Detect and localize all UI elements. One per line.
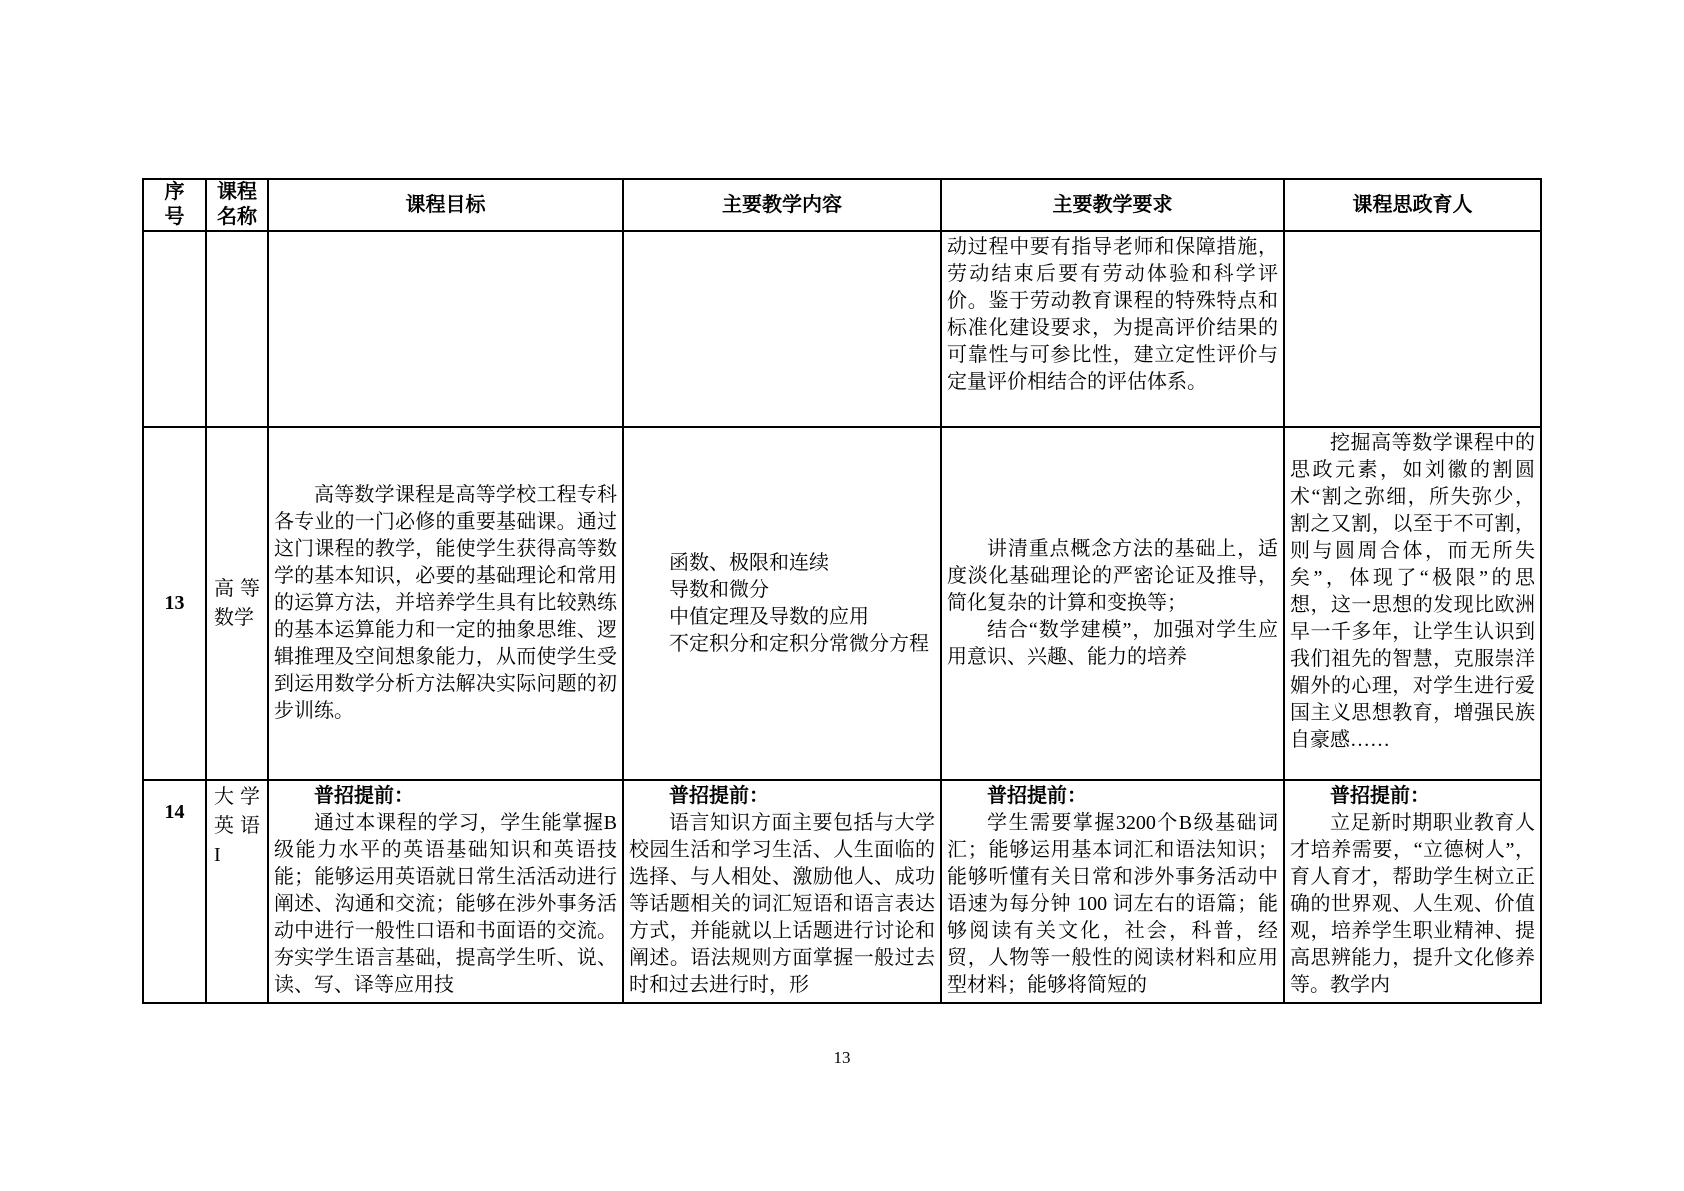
header-col-objectives bbox=[268, 179, 623, 231]
row14-section-label: 普招提前： bbox=[669, 785, 769, 807]
row14-objectives-text: 通过本课程的学习，学生能掌握B级能力水平的英语基础知识和英语技能；能够运用英语就日常生活活动进行阐述、沟通和交流；能够在涉外事务活动中进行一般性口语和书面语的交流。夯实学生语言基础，提高学生听、说、读、写、译等应用技 bbox=[274, 812, 617, 996]
row13-content-line: 导数和微分 bbox=[669, 578, 769, 601]
cell-r13-objectives bbox=[268, 427, 623, 780]
row14-requirements-text: 学生需要掌握3200个B级基础词汇；能够运用基本词汇和语法知识；能够听懂有关日常和涉外事务活动中语速为每分钟 100 词左右的语篇；能够阅读有关文化，社会，科普，经贸，人物等一般性的阅读材料和应用型材料；能够将简短的 bbox=[947, 812, 1278, 996]
cell-prev-ideology bbox=[1284, 231, 1541, 427]
row13-content-line: 中值定理及导数的应用 bbox=[669, 605, 869, 628]
cell-prev-requirements bbox=[941, 231, 1284, 427]
table-row-14 bbox=[143, 780, 1541, 1003]
row13-content-line: 不定积分和定积分常微分方程 bbox=[669, 632, 929, 655]
header-col-requirements bbox=[941, 179, 1284, 231]
table-row-continuation bbox=[143, 231, 1541, 427]
cell-r14-requirements bbox=[941, 780, 1284, 1003]
row13-requirements-paragraph: 讲清重点概念方法的基础上，适度淡化基础理论的严密论证及推导，简化复杂的计算和变换等； bbox=[947, 538, 1278, 614]
cell-r14-number bbox=[143, 780, 206, 1003]
header-col-number-label: 序号 bbox=[164, 181, 185, 228]
row13-number: 13 bbox=[164, 592, 185, 614]
header-col-objectives-label: 课程目标 bbox=[405, 193, 486, 216]
header-col-content bbox=[623, 179, 941, 231]
header-col-content-label: 主要教学内容 bbox=[722, 193, 842, 216]
cell-r14-content bbox=[623, 780, 941, 1003]
cell-prev-course-name bbox=[206, 231, 268, 427]
cell-r14-ideology bbox=[1284, 780, 1541, 1003]
row14-course-name: 大学英语I bbox=[214, 786, 260, 866]
cell-r14-course-name bbox=[206, 780, 268, 1003]
row14-ideology-text: 立足新时期职业教育人才培养需要，“立德树人”，育人育才，帮助学生树立正确的世界观、人生观、价值观，培养学生职业精神、提高思辨能力，提升文化修养等。教学内 bbox=[1290, 812, 1535, 996]
cell-r13-number bbox=[143, 427, 206, 780]
cell-prev-objectives bbox=[268, 231, 623, 427]
header-col-course-name bbox=[206, 179, 268, 231]
header-col-ideology-label: 课程思政育人 bbox=[1352, 193, 1473, 216]
cell-r13-requirements bbox=[941, 427, 1284, 780]
header-col-ideology bbox=[1284, 179, 1541, 231]
cell-r13-ideology bbox=[1284, 427, 1541, 780]
cell-r14-objectives bbox=[268, 780, 623, 1003]
row14-section-label: 普招提前： bbox=[1330, 785, 1430, 807]
row13-content-line: 函数、极限和连续 bbox=[669, 551, 829, 574]
page-number: 13 bbox=[833, 1048, 851, 1067]
prev-requirements-text: 动过程中要有指导老师和保障措施，劳动结束后要有劳动体验和科学评价。鉴于劳动教育课程的特殊特点和标准化建设要求，为提高评价结果的可靠性与可参比性，建立定性评价与定量评价相结合的评估体系。 bbox=[947, 236, 1278, 393]
table-row-13 bbox=[143, 427, 1541, 780]
header-col-number bbox=[143, 179, 206, 231]
cell-r13-course-name bbox=[206, 427, 268, 780]
row13-objectives-text: 高等数学课程是高等学校工程专科各专业的一门必修的重要基础课。通过这门课程的教学，能使学生获得高等数学的基本知识，必要的基础理论和常用的运算方法，并培养学生具有比较熟练的基本运算能力和一定的抽象思维、逻辑推理及空间想象能力，从而使学生受到运用数学分析方法解决实际问题的初步训练。 bbox=[274, 484, 617, 722]
cell-prev-content bbox=[623, 231, 941, 427]
cell-r13-content bbox=[623, 427, 941, 780]
row14-content-text: 语言知识方面主要包括与大学校园生活和学习生活、人生面临的选择、与人相处、激励他人、成功等话题相关的词汇短语和语言表达方式，并能就以上话题进行讨论和阐述。语法规则方面掌握一般过去时和过去进行时，形 bbox=[629, 812, 935, 996]
row13-ideology-text: 挖掘高等数学课程中的思政元素，如刘徽的割圆术“割之弥细，所失弥少，割之又割，以至于不可割，则与圆周合体，而无所失矣”，体现了“极限”的思想，这一思想的发现比欧洲早一千多年，让学生认识到我们祖先的智慧，克服崇洋媚外的心理，对学生进行爱国主义思想教育，增强民族自豪感…… bbox=[1290, 432, 1535, 751]
header-col-course-name-label: 课程名称 bbox=[217, 181, 257, 228]
cell-prev-number bbox=[143, 231, 206, 427]
row14-section-label: 普招提前： bbox=[314, 785, 414, 807]
table-header-row bbox=[143, 179, 1541, 231]
row13-course-name: 高等数学 bbox=[214, 577, 260, 629]
row14-number: 14 bbox=[164, 801, 185, 823]
course-outline-table bbox=[142, 178, 1542, 1004]
row14-section-label: 普招提前： bbox=[987, 785, 1087, 807]
row13-requirements-paragraph: 结合“数学建模”，加强对学生应用意识、兴趣、能力的培养 bbox=[947, 619, 1278, 668]
header-col-requirements-label: 主要教学要求 bbox=[1052, 193, 1173, 216]
